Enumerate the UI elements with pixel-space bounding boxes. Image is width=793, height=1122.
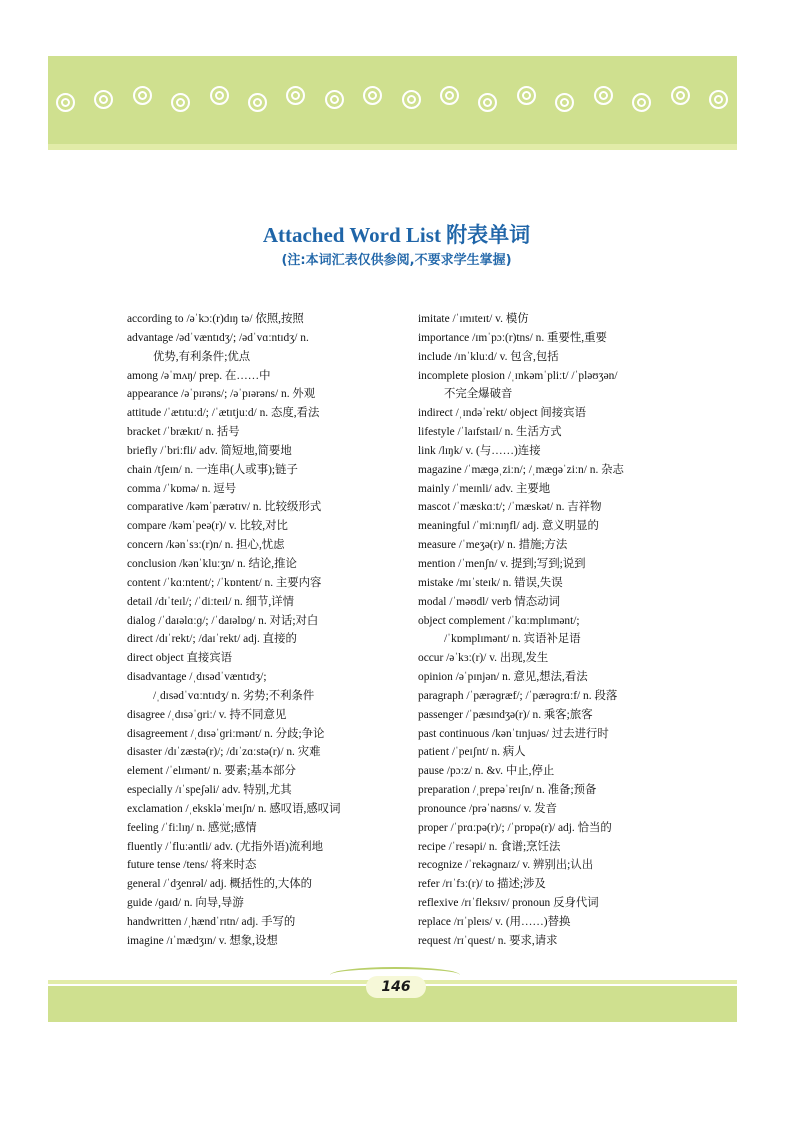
word-entry: disagree /ˌdɪsəˈɡriː/ v. 持不同意见 (127, 708, 287, 721)
word-entry-continuation: /ˈkɒmplɪmənt/ n. 宾语补足语 (444, 633, 581, 646)
ring-icon (632, 93, 651, 112)
ring-icon (248, 93, 267, 112)
ring-icon (210, 86, 229, 105)
word-entry: future tense /tens/ 将来时态 (127, 859, 257, 872)
word-entry: chain /tʃeɪn/ n. 一连串(人或事);链子 (127, 463, 298, 476)
word-entry: object complement /ˈkɑːmplɪmənt/; (418, 614, 580, 627)
word-entry: exclamation /ˌekskləˈmeɪʃn/ n. 感叹语,感叹词 (127, 802, 341, 815)
ring-icon (709, 90, 728, 109)
word-entry: element /ˈelɪmənt/ n. 要素;基本部分 (127, 765, 296, 778)
word-entry: meaningful /ˈmiːnɪŋfl/ adj. 意义明显的 (418, 520, 599, 533)
word-entry: content /ˈkɑːntent/; /ˈkɒntent/ n. 主要内容 (127, 576, 322, 589)
word-entry: disadvantage /ˌdɪsədˈvæntɪdʒ/; (127, 671, 267, 684)
word-entry: direct /dɪˈrekt/; /daɪˈrekt/ adj. 直接的 (127, 633, 297, 646)
word-entry: dialog /ˈdaɪəlɑːɡ/; /ˈdaɪəlɒɡ/ n. 对话;对白 (127, 614, 319, 627)
word-entry-continuation: 不完全爆破音 (444, 388, 513, 401)
ring-icon (171, 93, 190, 112)
ring-icon (94, 90, 113, 109)
word-entry: bracket /ˈbrækɪt/ n. 括号 (127, 426, 240, 439)
word-entry: handwritten /ˌhændˈrɪtn/ adj. 手写的 (127, 916, 296, 928)
word-entry: opinion /əˈpɪnjən/ n. 意见,想法,看法 (418, 671, 588, 684)
word-entry: pronounce /prəˈnaʊns/ v. 发音 (418, 802, 558, 815)
word-entry: fluently /ˈfluːəntli/ adv. (尤指外语)流利地 (127, 840, 324, 853)
ring-icon (594, 86, 613, 105)
word-entry: especially /ɪˈspeʃəli/ adv. 特别,尤其 (127, 784, 292, 797)
page-number: 146 (366, 976, 426, 998)
ring-icon (363, 86, 382, 105)
word-entry: recipe /ˈresəpi/ n. 食谱;烹饪法 (418, 840, 561, 853)
word-entry: mainly /ˈmeɪnli/ adv. 主要地 (418, 482, 551, 495)
ring-icon (325, 90, 344, 109)
word-entry: recognize /ˈrekəɡnaɪz/ v. 辨别出;认出 (418, 859, 594, 872)
word-entry: according to /əˈkɔː(r)dɪŋ tə/ 依照,按照 (127, 313, 304, 325)
word-entry: occur /əˈkɜː(r)/ v. 出现,发生 (418, 652, 549, 665)
word-entry: comparative /kəmˈpærətɪv/ n. 比较级形式 (127, 501, 322, 514)
word-entry: disagreement /ˌdɪsəˈɡriːmənt/ n. 分歧;争论 (127, 727, 325, 740)
word-entry: modal /ˈməʊdl/ verb 情态动词 (418, 595, 560, 608)
word-entry: paragraph /ˈpærəɡræf/; /ˈpærəɡrɑːf/ n. 段落 (418, 689, 618, 702)
word-entry: importance /ɪmˈpɔː(r)tns/ n. 重要性,重要 (418, 331, 607, 344)
page-title: Attached Word List 附表单词 (262, 223, 531, 247)
header-divider (48, 144, 737, 150)
word-entry: proper /ˈprɑːpə(r)/; /ˈprɒpə(r)/ adj. 恰当的 (418, 821, 612, 834)
word-entry: lifestyle /ˈlaɪfstaɪl/ n. 生活方式 (418, 426, 562, 439)
word-entry: replace /rɪˈpleɪs/ v. (用……)替换 (418, 916, 571, 928)
word-entry-continuation: /ˌdɪsədˈvɑːntɪdʒ/ n. 劣势;不利条件 (153, 689, 315, 702)
ring-icon (133, 86, 152, 105)
word-entry: refer /rɪˈfɜː(r)/ to 描述;涉及 (418, 878, 546, 891)
ring-icon (671, 86, 690, 105)
word-entry: disaster /dɪˈzæstə(r)/; /dɪˈzɑːstə(r)/ n. 灾难 (127, 746, 321, 759)
word-entry: concern /kənˈsɜː(r)n/ n. 担心,忧虑 (127, 539, 285, 552)
word-entry-continuation: 优势,有利条件;优点 (153, 350, 251, 363)
word-entry: magazine /ˈmæɡəˌziːn/; /ˌmæɡəˈziːn/ n. 杂志 (418, 463, 624, 476)
word-entry: mistake /mɪˈsteɪk/ n. 错误,失误 (418, 576, 563, 589)
decorative-rings (56, 86, 728, 112)
word-entry: attitude /ˈætɪtuːd/; /ˈætɪtjuːd/ n. 态度,看法 (127, 407, 320, 420)
ring-icon (402, 90, 421, 109)
word-entry: include /ɪnˈkluːd/ v. 包含,包括 (418, 350, 559, 363)
word-entry: compare /kəmˈpeə(r)/ v. 比较,对比 (127, 520, 288, 533)
word-entry: appearance /əˈpɪrəns/; /əˈpɪərəns/ n. 外观 (127, 388, 316, 401)
word-entry: comma /ˈkɒmə/ n. 逗号 (127, 482, 237, 495)
page-subtitle: (注:本词汇表仅供参阅,不要求学生掌握) (281, 253, 512, 268)
word-entry: detail /dɪˈteɪl/; /ˈdiːteɪl/ n. 细节,详情 (127, 595, 295, 608)
word-entry: reflexive /rɪˈfleksɪv/ pronoun 反身代词 (418, 897, 599, 910)
ring-icon (517, 86, 536, 105)
word-entry: conclusion /kənˈkluːʒn/ n. 结论,推论 (127, 557, 297, 570)
word-entry: request /rɪˈquest/ n. 要求,请求 (418, 934, 558, 947)
ring-icon (56, 93, 75, 112)
ring-icon (286, 86, 305, 105)
word-entry: briefly /ˈbriːfli/ adv. 简短地,简要地 (127, 444, 292, 457)
ring-icon (478, 93, 497, 112)
word-entry: passenger /ˈpæsɪndʒə(r)/ n. 乘客;旅客 (418, 708, 593, 721)
word-entry: advantage /ədˈvæntɪdʒ/; /ədˈvɑːntɪdʒ/ n. (127, 331, 309, 344)
ring-icon (555, 93, 574, 112)
word-entry: direct object 直接宾语 (127, 652, 233, 665)
word-entry: mention /ˈmenʃn/ v. 提到;写到;说到 (418, 557, 586, 570)
word-entry: imagine /ɪˈmædʒɪn/ v. 想象,设想 (127, 934, 278, 947)
word-entry: measure /ˈmeʒə(r)/ n. 措施;方法 (418, 539, 568, 552)
word-entry: patient /ˈpeɪʃnt/ n. 病人 (418, 746, 526, 759)
word-list-left-column (127, 310, 427, 951)
word-entry: mascot /ˈmæskɑːt/; /ˈmæskət/ n. 吉祥物 (418, 501, 602, 514)
word-entry: indirect /ˌɪndəˈrekt/ object 间接宾语 (418, 407, 586, 420)
word-entry: link /lɪŋk/ v. (与……)连接 (418, 444, 541, 457)
word-entry: preparation /ˌprepəˈreɪʃn/ n. 准备;预备 (418, 784, 597, 797)
word-list-right-column (418, 310, 718, 951)
word-entry: among /əˈmʌŋ/ prep. 在……中 (127, 369, 271, 382)
word-entry: general /ˈdʒenrəl/ adj. 概括性的,大体的 (127, 878, 313, 891)
ring-icon (440, 86, 459, 105)
word-entry: feeling /ˈfiːlɪŋ/ n. 感觉;感情 (127, 821, 257, 834)
word-entry: pause /pɔːz/ n. &v. 中止,停止 (418, 765, 555, 778)
word-entry: past continuous /kənˈtɪnjuəs/ 过去进行时 (418, 727, 609, 740)
word-entry: incomplete plosion /ˌɪnkəmˈpliːt/ /ˈpləʊʒən/ (418, 369, 618, 382)
word-entry: imitate /ˈɪmɪteɪt/ v. 模仿 (418, 313, 529, 325)
word-entry: guide /ɡaɪd/ n. 向导,导游 (127, 897, 244, 910)
